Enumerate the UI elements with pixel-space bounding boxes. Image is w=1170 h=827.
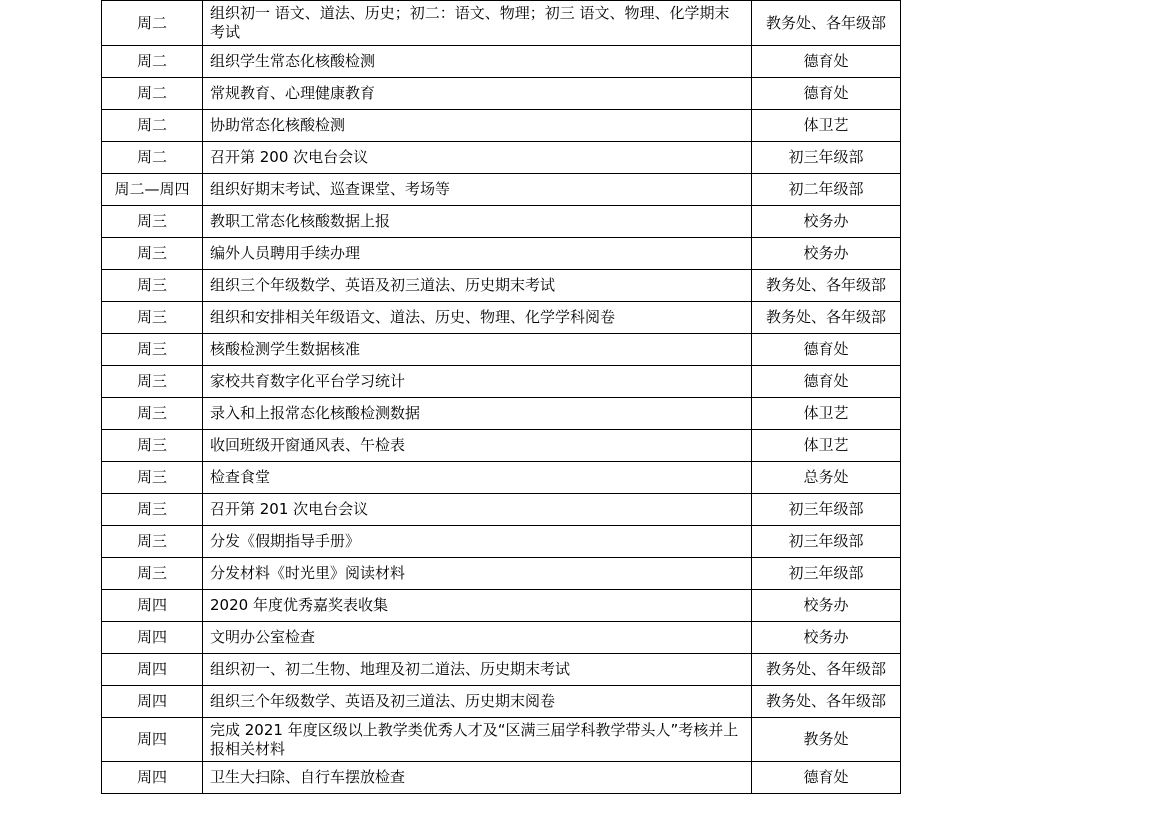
- table-row: [102, 686, 901, 718]
- department-cell: 校务办: [752, 590, 901, 622]
- table-row: [102, 142, 901, 174]
- task-cell: 录入和上报常态化核酸检测数据: [203, 398, 752, 430]
- day-cell: 周三: [102, 238, 203, 270]
- table-row: [102, 494, 901, 526]
- table-row: [102, 558, 901, 590]
- day-cell: 周四: [102, 622, 203, 654]
- task-cell: 组织初一 语文、道法、历史；初二：语文、物理；初三 语文、物理、化学期末考试: [203, 1, 752, 46]
- day-cell: 周四: [102, 590, 203, 622]
- table-row: [102, 206, 901, 238]
- department-cell: 教务处、各年级部: [752, 1, 901, 46]
- day-cell: 周三: [102, 558, 203, 590]
- table-row: [102, 762, 901, 794]
- table-row: [102, 238, 901, 270]
- day-cell: 周二: [102, 1, 203, 46]
- task-cell: 检查食堂: [203, 462, 752, 494]
- day-cell: 周三: [102, 366, 203, 398]
- table-row: [102, 110, 901, 142]
- day-cell: 周三: [102, 462, 203, 494]
- table-row: [102, 654, 901, 686]
- day-cell: 周三: [102, 302, 203, 334]
- day-cell: 周四: [102, 762, 203, 794]
- department-cell: 初二年级部: [752, 174, 901, 206]
- day-cell: 周二: [102, 142, 203, 174]
- department-cell: 教务处、各年级部: [752, 302, 901, 334]
- table-row: [102, 398, 901, 430]
- department-cell: 德育处: [752, 334, 901, 366]
- table-row: [102, 622, 901, 654]
- department-cell: 体卫艺: [752, 430, 901, 462]
- table-row: [102, 270, 901, 302]
- department-cell: 初三年级部: [752, 526, 901, 558]
- table-row: [102, 78, 901, 110]
- task-cell: 完成 2021 年度区级以上教学类优秀人才及“区满三届学科教学带头人”考核并上报相关材料: [203, 718, 752, 762]
- task-cell: 分发《假期指导手册》: [203, 526, 752, 558]
- task-cell: 召开第 201 次电台会议: [203, 494, 752, 526]
- table-row: [102, 334, 901, 366]
- table-row: [102, 1, 901, 46]
- day-cell: 周三: [102, 430, 203, 462]
- task-cell: 分发材料《时光里》阅读材料: [203, 558, 752, 590]
- task-cell: 家校共育数字化平台学习统计: [203, 366, 752, 398]
- table-row: [102, 526, 901, 558]
- day-cell: 周二—周四: [102, 174, 203, 206]
- department-cell: 校务办: [752, 238, 901, 270]
- department-cell: 总务处: [752, 462, 901, 494]
- day-cell: 周三: [102, 494, 203, 526]
- task-cell: 组织三个年级数学、英语及初三道法、历史期末考试: [203, 270, 752, 302]
- department-cell: 教务处、各年级部: [752, 270, 901, 302]
- task-cell: 文明办公室检查: [203, 622, 752, 654]
- day-cell: 周四: [102, 686, 203, 718]
- table-row: [102, 46, 901, 78]
- department-cell: 体卫艺: [752, 398, 901, 430]
- department-cell: 初三年级部: [752, 142, 901, 174]
- department-cell: 教务处: [752, 718, 901, 762]
- table-row: [102, 366, 901, 398]
- table-row: [102, 590, 901, 622]
- day-cell: 周三: [102, 526, 203, 558]
- department-cell: 德育处: [752, 78, 901, 110]
- department-cell: 校务办: [752, 206, 901, 238]
- table-row: [102, 718, 901, 762]
- task-cell: 召开第 200 次电台会议: [203, 142, 752, 174]
- department-cell: 教务处、各年级部: [752, 654, 901, 686]
- task-cell: 收回班级开窗通风表、午检表: [203, 430, 752, 462]
- department-cell: 教务处、各年级部: [752, 686, 901, 718]
- department-cell: 德育处: [752, 366, 901, 398]
- task-cell: 卫生大扫除、自行车摆放检查: [203, 762, 752, 794]
- schedule-table: [101, 0, 901, 794]
- task-cell: 组织三个年级数学、英语及初三道法、历史期末阅卷: [203, 686, 752, 718]
- day-cell: 周三: [102, 206, 203, 238]
- task-cell: 编外人员聘用手续办理: [203, 238, 752, 270]
- day-cell: 周二: [102, 46, 203, 78]
- table-row: [102, 462, 901, 494]
- department-cell: 德育处: [752, 46, 901, 78]
- table-row: [102, 430, 901, 462]
- department-cell: 初三年级部: [752, 494, 901, 526]
- day-cell: 周二: [102, 78, 203, 110]
- task-cell: 组织初一、初二生物、地理及初二道法、历史期末考试: [203, 654, 752, 686]
- day-cell: 周三: [102, 398, 203, 430]
- task-cell: 核酸检测学生数据核准: [203, 334, 752, 366]
- task-cell: 2020 年度优秀嘉奖表收集: [203, 590, 752, 622]
- task-cell: 常规教育、心理健康教育: [203, 78, 752, 110]
- department-cell: 体卫艺: [752, 110, 901, 142]
- task-cell: 组织和安排相关年级语文、道法、历史、物理、化学学科阅卷: [203, 302, 752, 334]
- table-row: [102, 302, 901, 334]
- task-cell: 协助常态化核酸检测: [203, 110, 752, 142]
- day-cell: 周二: [102, 110, 203, 142]
- task-cell: 组织好期末考试、巡查课堂、考场等: [203, 174, 752, 206]
- department-cell: 初三年级部: [752, 558, 901, 590]
- department-cell: 校务办: [752, 622, 901, 654]
- day-cell: 周四: [102, 718, 203, 762]
- day-cell: 周四: [102, 654, 203, 686]
- task-cell: 教职工常态化核酸数据上报: [203, 206, 752, 238]
- task-cell: 组织学生常态化核酸检测: [203, 46, 752, 78]
- day-cell: 周三: [102, 270, 203, 302]
- department-cell: 德育处: [752, 762, 901, 794]
- table-row: [102, 174, 901, 206]
- day-cell: 周三: [102, 334, 203, 366]
